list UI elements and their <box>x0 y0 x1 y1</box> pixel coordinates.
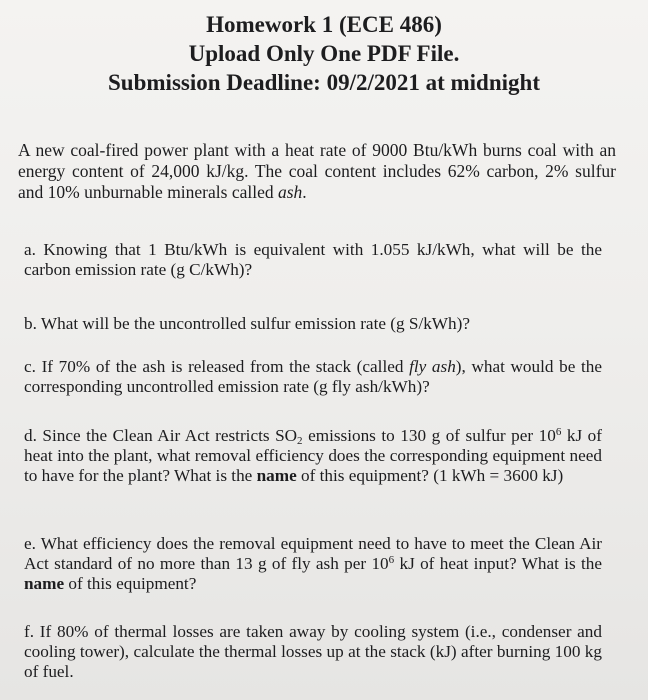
question-d-text-3: kJ of heat into the plant, what removal efficiency does the corresponding equipment need to have for the plant? What is the <box>24 426 602 485</box>
problem-statement <box>18 140 616 203</box>
question-a <box>24 240 602 280</box>
name-emphasis: name <box>256 466 297 485</box>
question-f-text: f. If 80% of thermal losses are taken away by cooling system (i.e., condenser and cooling tower), calculate the thermal losses up at the stack (kJ) after burning 100 kg of fuel. <box>24 622 602 681</box>
course-title: Homework 1 (ECE 486) <box>206 12 442 37</box>
problem-text: A new coal-fired power plant with a heat rate of 9000 Btu/kWh burns coal with an energy content of 24,000 kJ/kg. The coal content includes 62% carbon, 2% sulfur and 10% unburnable minerals called <box>18 140 616 202</box>
question-e <box>24 534 602 594</box>
exponent: 6 <box>555 426 562 438</box>
fly-ash-term: fly ash <box>409 357 456 376</box>
ash-term: ash <box>277 182 303 202</box>
upload-instruction: Upload Only One PDF File. <box>188 41 460 66</box>
question-e-text-3: of this equipment? <box>64 574 197 593</box>
question-b <box>24 314 602 334</box>
question-b-text: b. What will be the uncontrolled sulfur emission rate (g S/kWh)? <box>24 314 470 333</box>
name-emphasis: name <box>24 574 65 593</box>
so2-subscript: 2 <box>297 435 303 447</box>
question-c-text-end: ), what would be the corresponding uncontrolled emission rate (g fly ash/kWh)? <box>24 357 602 396</box>
question-d <box>24 426 602 486</box>
submission-deadline: Submission Deadline: 09/2/2021 at midnight <box>108 70 540 95</box>
question-c <box>24 357 602 397</box>
question-e-text: e. What efficiency does the removal equipment need to have to meet the Clean Air Act standard of no more than 13 g of fly ash per 10 <box>24 534 602 573</box>
question-d-text-4: of this equipment? (1 kWh = 3600 kJ) <box>296 466 564 485</box>
exponent: 6 <box>388 554 395 566</box>
question-f <box>24 622 602 682</box>
problem-text-end: . <box>302 182 307 202</box>
question-a-text: a. Knowing that 1 Btu/kWh is equivalent with 1.055 kJ/kWh, what will be the carbon emission rate (g C/kWh)? <box>24 240 602 279</box>
question-d-text-2: emissions to 130 g of sulfur per 10 <box>302 426 556 445</box>
document-header <box>0 10 648 97</box>
question-d-text: d. Since the Clean Air Act restricts SO <box>24 426 298 445</box>
question-e-text-2: kJ of heat input? What is the <box>394 554 602 573</box>
question-c-text: c. If 70% of the ash is released from the stack (called <box>24 357 410 376</box>
